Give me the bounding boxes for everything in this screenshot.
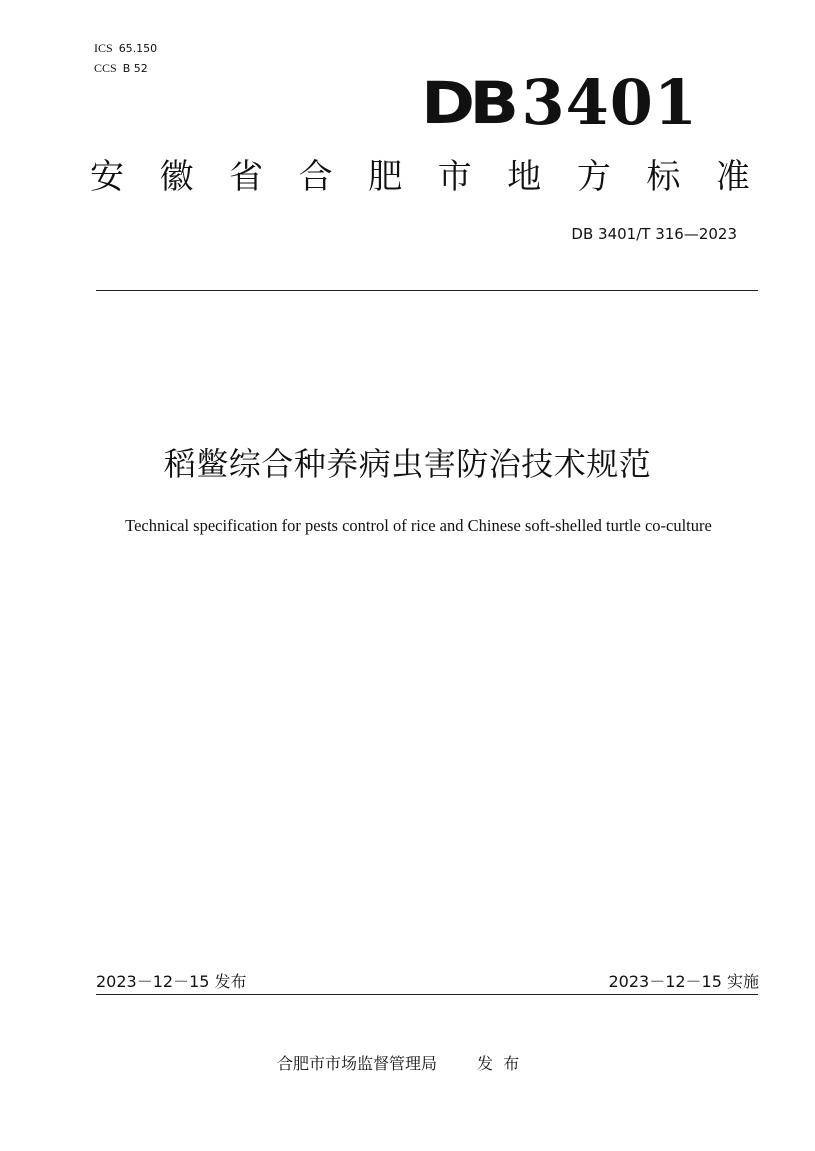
issuing-authority <box>277 1053 519 1075</box>
standard-type-heading <box>90 155 750 199</box>
ccs-classification <box>94 61 148 76</box>
footer-divider <box>96 994 758 995</box>
db-standard-logo <box>421 66 698 139</box>
standard-number: DB 3401/T 316—2023 <box>571 225 737 243</box>
implementation-date: 2023－12－15 实施 <box>608 972 759 991</box>
issuer-action: 发 布 <box>477 1054 520 1073</box>
document-title-chinese: 稻鳖综合种养病虫害防治技术规范 <box>163 445 652 483</box>
document-title-english: Technical specification for pests control of rice and Chinese soft-shelled turtle co-culture <box>125 516 712 535</box>
logo-prefix: DB <box>421 69 514 137</box>
standard-type-char: 地 <box>507 157 542 197</box>
logo-code: 3401 <box>521 66 698 139</box>
header-divider <box>96 290 758 291</box>
ics-classification <box>94 41 157 56</box>
standard-type-char: 肥 <box>368 157 403 197</box>
ccs-code: B 52 <box>122 62 148 75</box>
publish-date: 2023－12－15 发布 <box>96 972 247 991</box>
ccs-label: CCS <box>94 61 117 75</box>
ics-label: ICS <box>94 41 113 55</box>
standard-type-char: 市 <box>437 157 472 197</box>
standard-type-char: 安 <box>90 157 124 197</box>
standard-type-char: 徽 <box>159 157 194 197</box>
standard-type-char: 省 <box>229 157 264 197</box>
standard-type-char: 方 <box>576 157 611 197</box>
issuer-name: 合肥市市场监督管理局 <box>277 1054 438 1073</box>
standard-type-char: 准 <box>715 157 750 197</box>
ics-code: 65.150 <box>118 42 158 55</box>
standard-type-char: 合 <box>298 157 333 197</box>
standard-type-char: 标 <box>646 157 681 197</box>
